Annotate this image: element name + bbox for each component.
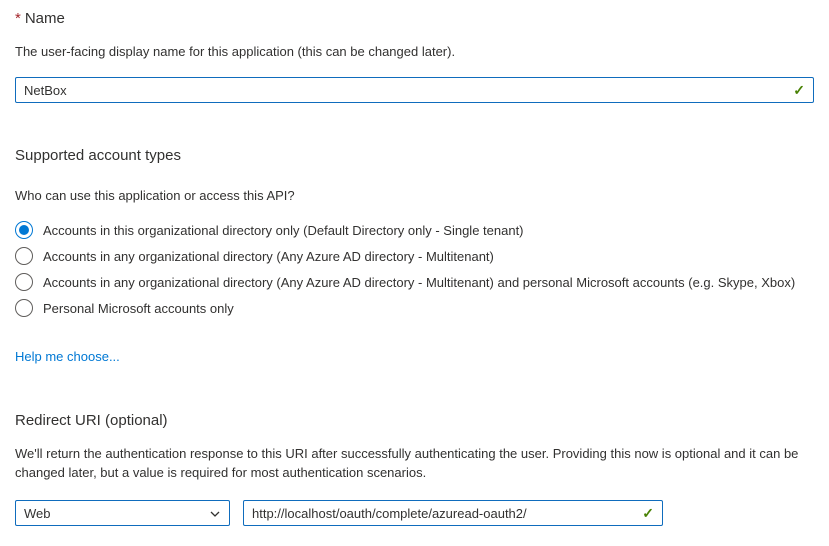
platform-select[interactable] xyxy=(15,500,230,526)
name-section-title xyxy=(15,10,814,27)
radio-label: Personal Microsoft accounts only xyxy=(43,300,234,316)
account-type-option-personal-only[interactable] xyxy=(15,299,814,317)
redirect-uri-description: We'll return the authentication response to this URI after successfully authenticating the user. Providing this now is optional and it can be changed later, but a value is required for most authentication scenarios. xyxy=(15,446,799,480)
name-label: Name xyxy=(24,10,65,27)
account-type-option-single-tenant[interactable] xyxy=(15,221,814,239)
redirect-uri-field-container xyxy=(243,500,663,526)
account-types-title: Supported account types xyxy=(15,147,181,164)
supported-account-types-section xyxy=(15,147,814,366)
chevron-down-icon xyxy=(209,507,221,519)
account-type-option-multitenant-personal[interactable] xyxy=(15,273,814,291)
valid-check-icon: ✓ xyxy=(642,505,654,521)
redirect-uri-title: Redirect URI (optional) xyxy=(15,412,168,429)
account-type-option-multitenant[interactable] xyxy=(15,247,814,265)
name-field-container xyxy=(15,77,814,103)
name-description: The user-facing display name for this application (this can be changed later). xyxy=(15,44,456,59)
redirect-uri-input[interactable] xyxy=(252,506,634,521)
radio-label: Accounts in this organizational directory only (Default Directory only - Single tenant) xyxy=(43,222,524,238)
help-me-choose-link[interactable]: Help me choose... xyxy=(15,349,120,364)
name-input[interactable] xyxy=(24,83,785,98)
redirect-uri-section xyxy=(15,412,814,526)
radio-label: Accounts in any organizational directory (Any Azure AD directory - Multitenant) and personal Microsoft accounts (e.g. Skype, Xbox) xyxy=(43,274,796,290)
radio-button[interactable] xyxy=(15,247,33,265)
platform-select-value: Web xyxy=(24,505,51,521)
required-marker: * xyxy=(15,10,21,27)
account-types-radio-group xyxy=(15,221,814,317)
account-types-question: Who can use this application or access this API? xyxy=(15,188,295,203)
radio-label: Accounts in any organizational directory (Any Azure AD directory - Multitenant) xyxy=(43,248,494,264)
redirect-uri-row xyxy=(15,500,814,526)
valid-check-icon: ✓ xyxy=(793,82,805,98)
radio-button[interactable] xyxy=(15,273,33,291)
radio-button[interactable] xyxy=(15,299,33,317)
radio-button-selected[interactable] xyxy=(15,221,33,239)
